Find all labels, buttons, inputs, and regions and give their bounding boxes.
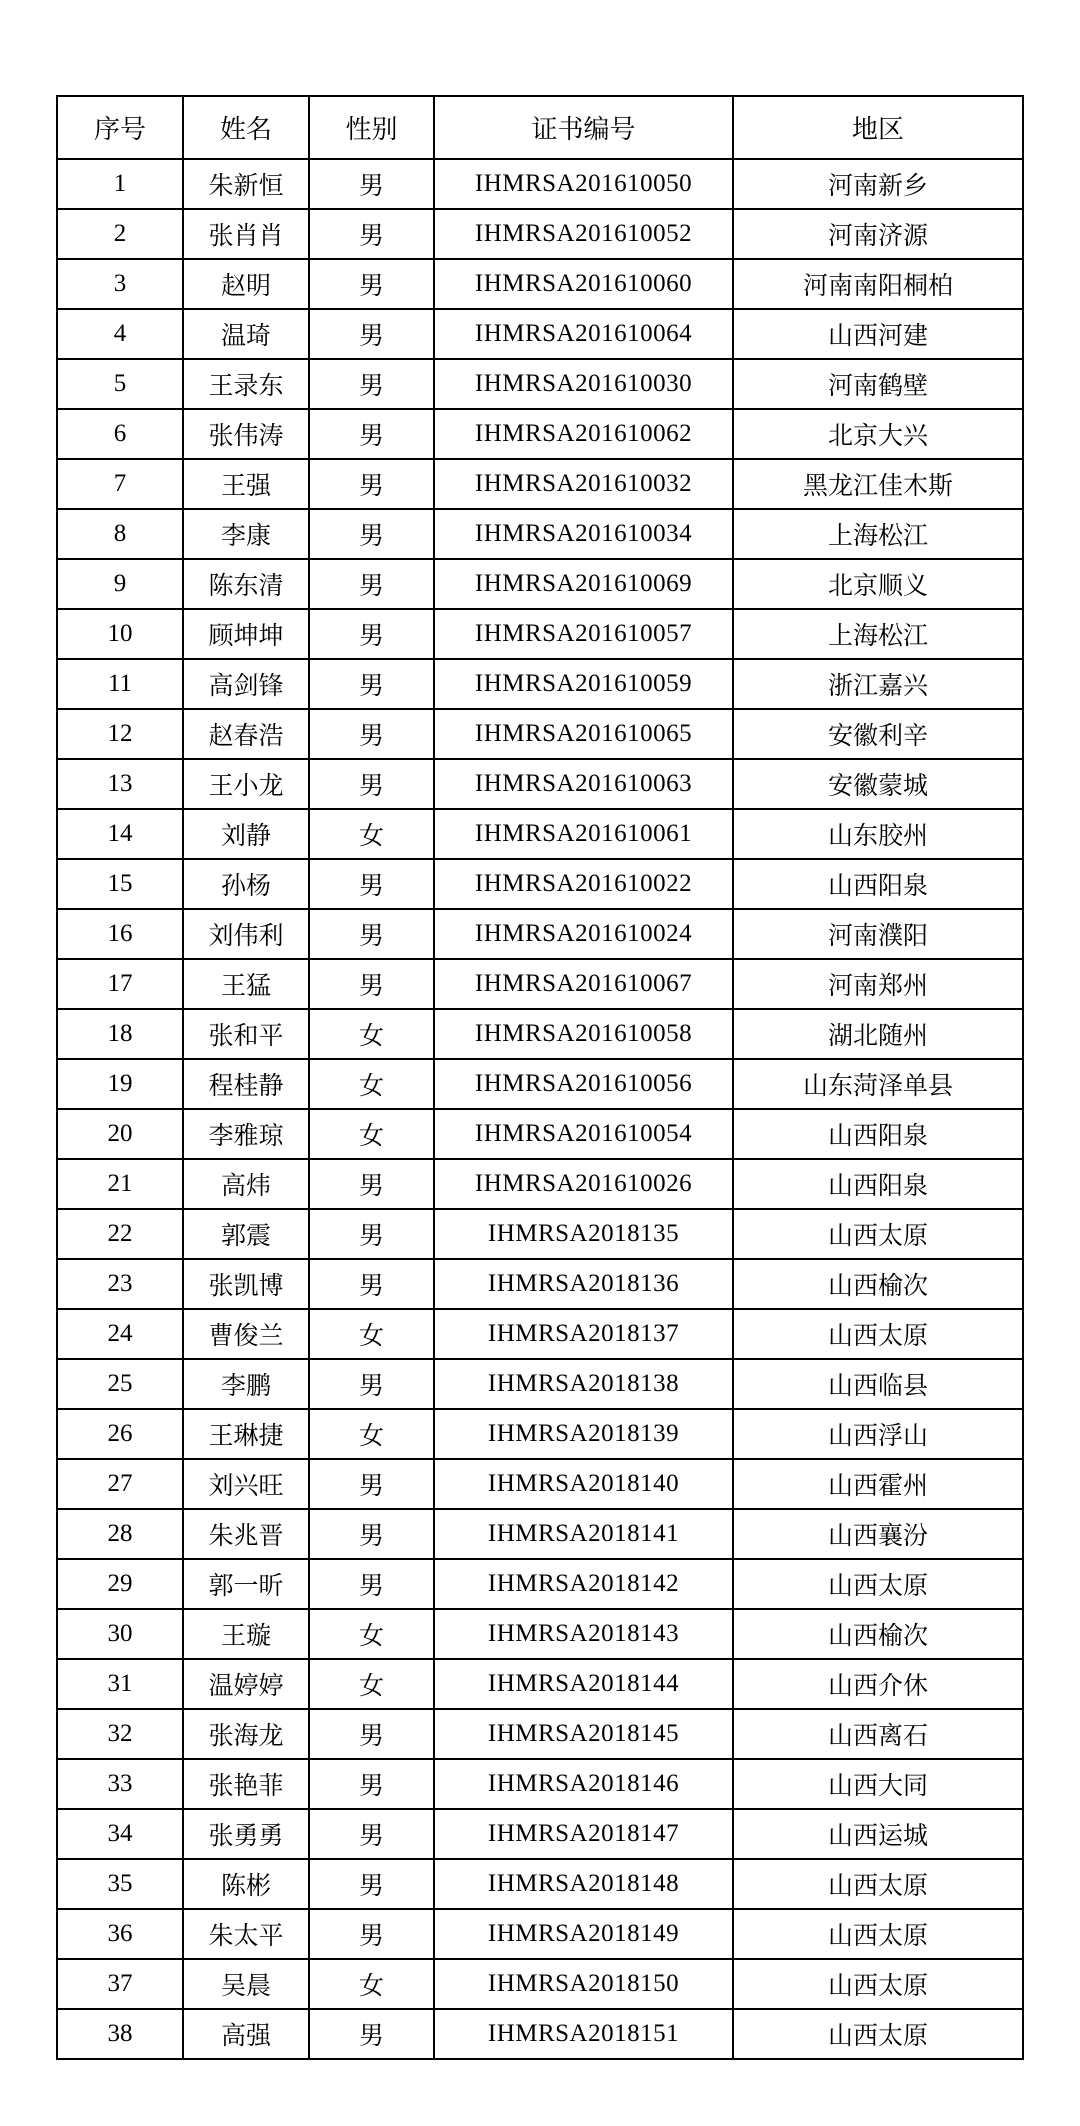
cell-name: 张勇勇: [183, 1809, 309, 1859]
table-row: [57, 1259, 1023, 1309]
cell-certificate: IHMRSA2018151: [434, 2009, 733, 2059]
cell-region: 山西浮山: [733, 1409, 1023, 1459]
cell-index: 14: [57, 809, 183, 859]
cell-certificate: IHMRSA2018144: [434, 1659, 733, 1709]
cell-name: 孙杨: [183, 859, 309, 909]
cell-name: 高炜: [183, 1159, 309, 1209]
table-row: [57, 859, 1023, 909]
cell-certificate: IHMRSA201610069: [434, 559, 733, 609]
cell-region: 北京大兴: [733, 409, 1023, 459]
cell-certificate: IHMRSA2018139: [434, 1409, 733, 1459]
cell-certificate: IHMRSA2018138: [434, 1359, 733, 1409]
cell-index: 8: [57, 509, 183, 559]
cell-name: 陈东清: [183, 559, 309, 609]
table-row: [57, 209, 1023, 259]
cell-gender: 女: [309, 1109, 434, 1159]
cell-certificate: IHMRSA2018135: [434, 1209, 733, 1259]
cell-gender: 男: [309, 859, 434, 909]
cell-certificate: IHMRSA2018150: [434, 1959, 733, 2009]
header-row: [57, 96, 1023, 159]
cell-gender: 男: [309, 1509, 434, 1559]
table-row: [57, 809, 1023, 859]
cell-name: 张艳菲: [183, 1759, 309, 1809]
cell-gender: 男: [309, 159, 434, 209]
cell-region: 山西榆次: [733, 1609, 1023, 1659]
cell-gender: 女: [309, 1659, 434, 1709]
table-row: [57, 1509, 1023, 1559]
cell-name: 张肖肖: [183, 209, 309, 259]
cell-certificate: IHMRSA201610062: [434, 409, 733, 459]
cell-index: 11: [57, 659, 183, 709]
cell-region: 上海松江: [733, 509, 1023, 559]
cell-region: 山西太原: [733, 1559, 1023, 1609]
cell-gender: 男: [309, 559, 434, 609]
cell-certificate: IHMRSA201610034: [434, 509, 733, 559]
cell-name: 顾坤坤: [183, 609, 309, 659]
cell-region: 山西太原: [733, 2009, 1023, 2059]
table-row: [57, 1409, 1023, 1459]
cell-name: 张伟涛: [183, 409, 309, 459]
table-row: [57, 409, 1023, 459]
table-row: [57, 909, 1023, 959]
cell-region: 山东菏泽单县: [733, 1059, 1023, 1109]
cell-gender: 男: [309, 759, 434, 809]
cell-index: 19: [57, 1059, 183, 1109]
cell-name: 赵春浩: [183, 709, 309, 759]
cell-gender: 女: [309, 809, 434, 859]
cell-gender: 男: [309, 359, 434, 409]
table-row: [57, 1759, 1023, 1809]
cell-name: 王璇: [183, 1609, 309, 1659]
cell-gender: 男: [309, 1559, 434, 1609]
cell-index: 10: [57, 609, 183, 659]
cell-region: 河南新乡: [733, 159, 1023, 209]
cell-index: 7: [57, 459, 183, 509]
cell-name: 郭震: [183, 1209, 309, 1259]
cell-index: 27: [57, 1459, 183, 1509]
cell-gender: 女: [309, 1409, 434, 1459]
cell-name: 王小龙: [183, 759, 309, 809]
cell-name: 高强: [183, 2009, 309, 2059]
cell-certificate: IHMRSA2018149: [434, 1909, 733, 1959]
cell-index: 29: [57, 1559, 183, 1609]
cell-index: 25: [57, 1359, 183, 1409]
cell-name: 程桂静: [183, 1059, 309, 1109]
table-row: [57, 1709, 1023, 1759]
table-row: [57, 1159, 1023, 1209]
certificate-roster-table: [56, 95, 1024, 2060]
cell-index: 1: [57, 159, 183, 209]
cell-region: 河南鹤壁: [733, 359, 1023, 409]
cell-certificate: IHMRSA201610056: [434, 1059, 733, 1109]
cell-region: 山西阳泉: [733, 859, 1023, 909]
cell-name: 李康: [183, 509, 309, 559]
table-row: [57, 1659, 1023, 1709]
cell-gender: 男: [309, 659, 434, 709]
cell-name: 王琳捷: [183, 1409, 309, 1459]
cell-certificate: IHMRSA2018143: [434, 1609, 733, 1659]
cell-region: 山西太原: [733, 1859, 1023, 1909]
cell-gender: 男: [309, 709, 434, 759]
header-index: 序号: [57, 96, 183, 159]
table-row: [57, 359, 1023, 409]
table-row: [57, 959, 1023, 1009]
cell-index: 21: [57, 1159, 183, 1209]
cell-index: 16: [57, 909, 183, 959]
cell-index: 24: [57, 1309, 183, 1359]
table-row: [57, 2009, 1023, 2059]
cell-certificate: IHMRSA2018145: [434, 1709, 733, 1759]
table-row: [57, 1059, 1023, 1109]
cell-name: 王猛: [183, 959, 309, 1009]
cell-gender: 女: [309, 1959, 434, 2009]
cell-certificate: IHMRSA2018148: [434, 1859, 733, 1909]
cell-gender: 男: [309, 459, 434, 509]
cell-region: 山西河建: [733, 309, 1023, 359]
cell-gender: 男: [309, 2009, 434, 2059]
cell-index: 18: [57, 1009, 183, 1059]
cell-index: 33: [57, 1759, 183, 1809]
cell-gender: 男: [309, 1859, 434, 1909]
cell-index: 9: [57, 559, 183, 609]
cell-gender: 女: [309, 1009, 434, 1059]
cell-region: 安徽利辛: [733, 709, 1023, 759]
cell-region: 山西太原: [733, 1909, 1023, 1959]
cell-certificate: IHMRSA201610058: [434, 1009, 733, 1059]
cell-region: 河南濮阳: [733, 909, 1023, 959]
cell-certificate: IHMRSA2018142: [434, 1559, 733, 1609]
cell-gender: 男: [309, 209, 434, 259]
cell-index: 3: [57, 259, 183, 309]
cell-region: 河南郑州: [733, 959, 1023, 1009]
cell-gender: 男: [309, 909, 434, 959]
cell-region: 安徽蒙城: [733, 759, 1023, 809]
cell-certificate: IHMRSA2018137: [434, 1309, 733, 1359]
cell-index: 31: [57, 1659, 183, 1709]
cell-index: 38: [57, 2009, 183, 2059]
cell-name: 温婷婷: [183, 1659, 309, 1709]
cell-certificate: IHMRSA201610067: [434, 959, 733, 1009]
cell-region: 山西太原: [733, 1209, 1023, 1259]
table-row: [57, 309, 1023, 359]
table-row: [57, 659, 1023, 709]
table-row: [57, 1959, 1023, 2009]
cell-region: 湖北随州: [733, 1009, 1023, 1059]
cell-index: 17: [57, 959, 183, 1009]
table-row: [57, 1909, 1023, 1959]
cell-region: 浙江嘉兴: [733, 659, 1023, 709]
cell-name: 王强: [183, 459, 309, 509]
cell-region: 山西太原: [733, 1309, 1023, 1359]
cell-gender: 男: [309, 1709, 434, 1759]
cell-name: 陈彬: [183, 1859, 309, 1909]
cell-region: 山西临县: [733, 1359, 1023, 1409]
cell-gender: 男: [309, 1209, 434, 1259]
cell-certificate: IHMRSA201610022: [434, 859, 733, 909]
cell-index: 35: [57, 1859, 183, 1909]
cell-index: 34: [57, 1809, 183, 1859]
cell-certificate: IHMRSA201610065: [434, 709, 733, 759]
cell-index: 12: [57, 709, 183, 759]
table-body: [57, 159, 1023, 2059]
cell-gender: 男: [309, 1909, 434, 1959]
cell-name: 温琦: [183, 309, 309, 359]
cell-index: 30: [57, 1609, 183, 1659]
header-name: 姓名: [183, 96, 309, 159]
cell-region: 山西阳泉: [733, 1159, 1023, 1209]
cell-name: 高剑锋: [183, 659, 309, 709]
cell-certificate: IHMRSA201610054: [434, 1109, 733, 1159]
cell-certificate: IHMRSA201610059: [434, 659, 733, 709]
cell-name: 刘静: [183, 809, 309, 859]
cell-certificate: IHMRSA201610061: [434, 809, 733, 859]
cell-certificate: IHMRSA2018147: [434, 1809, 733, 1859]
cell-name: 李鹏: [183, 1359, 309, 1409]
cell-certificate: IHMRSA201610026: [434, 1159, 733, 1209]
cell-region: 河南南阳桐柏: [733, 259, 1023, 309]
cell-index: 36: [57, 1909, 183, 1959]
table-row: [57, 1859, 1023, 1909]
cell-region: 山西大同: [733, 1759, 1023, 1809]
cell-name: 朱太平: [183, 1909, 309, 1959]
cell-region: 河南济源: [733, 209, 1023, 259]
cell-certificate: IHMRSA201610063: [434, 759, 733, 809]
cell-name: 王录东: [183, 359, 309, 409]
table-row: [57, 459, 1023, 509]
cell-region: 山西运城: [733, 1809, 1023, 1859]
cell-certificate: IHMRSA201610050: [434, 159, 733, 209]
cell-gender: 男: [309, 609, 434, 659]
table-row: [57, 759, 1023, 809]
cell-region: 山西榆次: [733, 1259, 1023, 1309]
cell-index: 6: [57, 409, 183, 459]
table-row: [57, 559, 1023, 609]
cell-certificate: IHMRSA2018141: [434, 1509, 733, 1559]
cell-region: 山东胶州: [733, 809, 1023, 859]
cell-region: 山西介休: [733, 1659, 1023, 1709]
table-header: [57, 96, 1023, 159]
cell-gender: 男: [309, 1359, 434, 1409]
cell-index: 37: [57, 1959, 183, 2009]
table-row: [57, 1109, 1023, 1159]
cell-region: 山西离石: [733, 1709, 1023, 1759]
cell-gender: 男: [309, 1809, 434, 1859]
cell-region: 山西霍州: [733, 1459, 1023, 1509]
table-row: [57, 1309, 1023, 1359]
cell-gender: 男: [309, 1259, 434, 1309]
cell-gender: 女: [309, 1059, 434, 1109]
cell-index: 4: [57, 309, 183, 359]
table-row: [57, 609, 1023, 659]
table-row: [57, 1609, 1023, 1659]
cell-region: 山西太原: [733, 1959, 1023, 2009]
cell-certificate: IHMRSA2018140: [434, 1459, 733, 1509]
cell-name: 李雅琼: [183, 1109, 309, 1159]
cell-certificate: IHMRSA201610024: [434, 909, 733, 959]
cell-name: 郭一昕: [183, 1559, 309, 1609]
table-row: [57, 509, 1023, 559]
table-row: [57, 159, 1023, 209]
cell-index: 28: [57, 1509, 183, 1559]
cell-gender: 男: [309, 1759, 434, 1809]
cell-certificate: IHMRSA201610030: [434, 359, 733, 409]
cell-name: 刘兴旺: [183, 1459, 309, 1509]
cell-certificate: IHMRSA201610032: [434, 459, 733, 509]
cell-index: 2: [57, 209, 183, 259]
cell-certificate: IHMRSA201610064: [434, 309, 733, 359]
cell-gender: 女: [309, 1309, 434, 1359]
cell-certificate: IHMRSA201610052: [434, 209, 733, 259]
cell-index: 15: [57, 859, 183, 909]
cell-gender: 男: [309, 409, 434, 459]
cell-index: 5: [57, 359, 183, 409]
cell-gender: 男: [309, 309, 434, 359]
cell-index: 22: [57, 1209, 183, 1259]
cell-region: 上海松江: [733, 609, 1023, 659]
cell-gender: 男: [309, 959, 434, 1009]
header-region: 地区: [733, 96, 1023, 159]
cell-certificate: IHMRSA201610060: [434, 259, 733, 309]
cell-name: 张凯博: [183, 1259, 309, 1309]
header-gender: 性别: [309, 96, 434, 159]
cell-region: 黑龙江佳木斯: [733, 459, 1023, 509]
cell-index: 23: [57, 1259, 183, 1309]
cell-certificate: IHMRSA2018146: [434, 1759, 733, 1809]
header-certificate: 证书编号: [434, 96, 733, 159]
cell-name: 张海龙: [183, 1709, 309, 1759]
table-row: [57, 709, 1023, 759]
cell-name: 朱兆晋: [183, 1509, 309, 1559]
cell-region: 北京顺义: [733, 559, 1023, 609]
cell-certificate: IHMRSA2018136: [434, 1259, 733, 1309]
cell-gender: 男: [309, 509, 434, 559]
cell-index: 13: [57, 759, 183, 809]
cell-name: 吴晨: [183, 1959, 309, 2009]
table-row: [57, 1809, 1023, 1859]
cell-name: 朱新恒: [183, 159, 309, 209]
cell-gender: 女: [309, 1609, 434, 1659]
table-row: [57, 1009, 1023, 1059]
cell-name: 刘伟利: [183, 909, 309, 959]
cell-region: 山西阳泉: [733, 1109, 1023, 1159]
cell-index: 20: [57, 1109, 183, 1159]
cell-gender: 男: [309, 1459, 434, 1509]
table-row: [57, 1559, 1023, 1609]
cell-index: 26: [57, 1409, 183, 1459]
cell-index: 32: [57, 1709, 183, 1759]
cell-region: 山西襄汾: [733, 1509, 1023, 1559]
table-row: [57, 1209, 1023, 1259]
cell-gender: 男: [309, 1159, 434, 1209]
table-row: [57, 1359, 1023, 1409]
cell-certificate: IHMRSA201610057: [434, 609, 733, 659]
table-row: [57, 1459, 1023, 1509]
cell-gender: 男: [309, 259, 434, 309]
table-row: [57, 259, 1023, 309]
cell-name: 赵明: [183, 259, 309, 309]
cell-name: 曹俊兰: [183, 1309, 309, 1359]
cell-name: 张和平: [183, 1009, 309, 1059]
